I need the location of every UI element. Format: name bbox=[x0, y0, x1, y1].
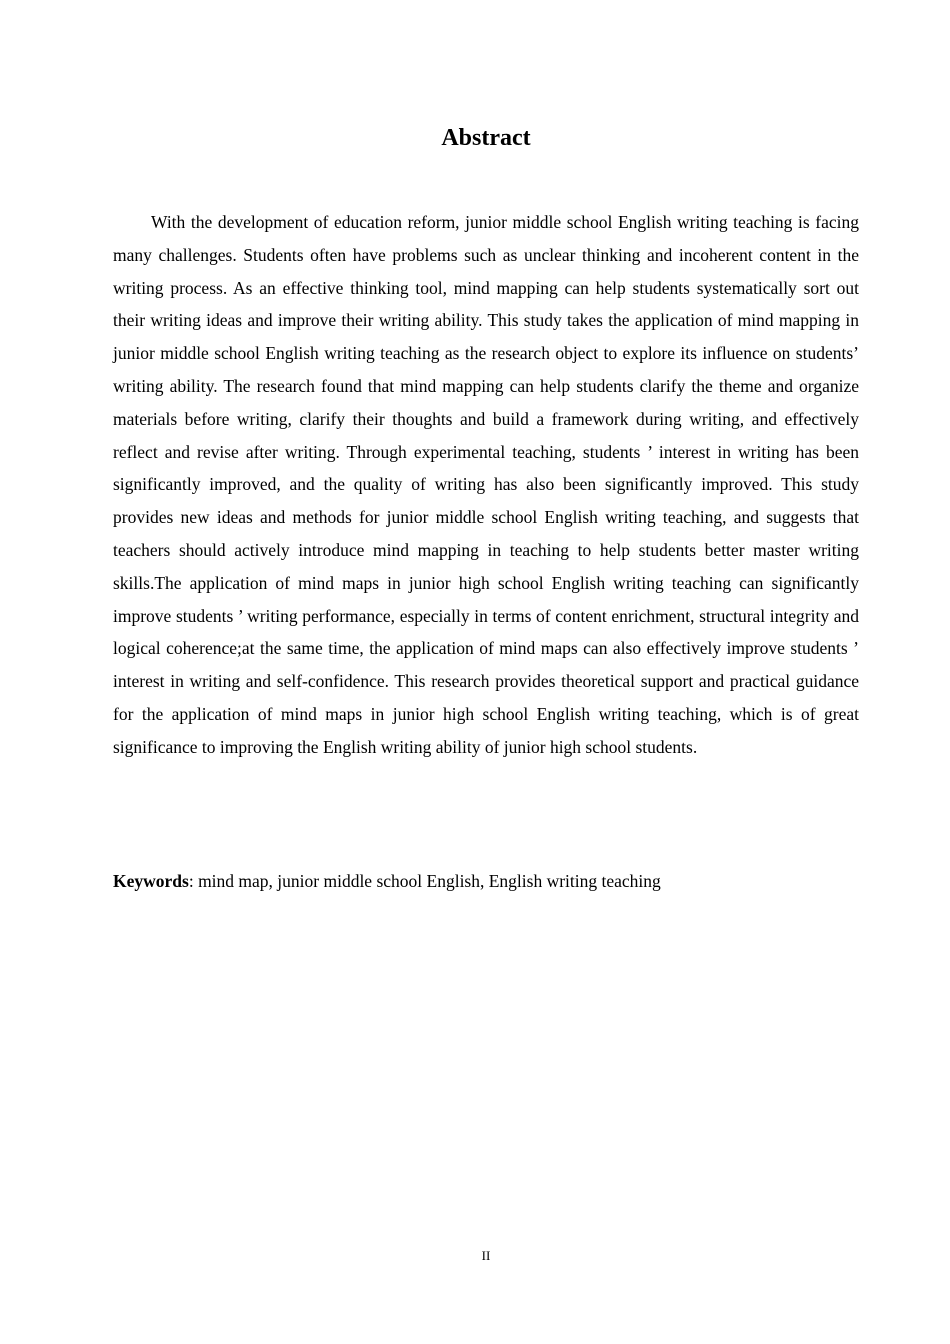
keywords-line bbox=[113, 866, 859, 896]
abstract-title: Abstract bbox=[441, 125, 531, 151]
abstract-paragraph: With the development of education reform, junior middle school English writing teaching is facing many challenges. Students often have problems such as unclear thinking and incoherent content in the writing process. As an effective thinking tool, mind mapping can help students systematically sort out their writing ideas and improve their writing ability. This study takes the application of mind mapping in junior middle school English writing teaching as the research object to explore its influence on students’ writing ability. The research found that mind mapping can help students clarify the theme and organize materials before writing, clarify their thoughts and build a framework during writing, and effectively reflect and revise after writing. Through experimental teaching, students ’ interest in writing has been significantly improved, and the quality of writing has also been significantly improved. This study provides new ideas and methods for junior middle school English writing teaching, and suggests that teachers should actively introduce mind mapping in teaching to help students better master writing skills.The application of mind maps in junior high school English writing teaching can significantly improve students ’ writing performance, especially in terms of content enrichment, structural integrity and logical coherence;at the same time, the application of mind maps can also effectively improve students ’ interest in writing and self-confidence. This research provides theoretical support and practical guidance for the application of mind maps in junior high school English writing teaching, which is of great significance to improving the English writing ability of junior high school students. bbox=[113, 212, 859, 757]
page-number: II bbox=[481, 1248, 491, 1263]
keywords-text: : mind map, junior middle school English, English writing teaching bbox=[188, 871, 661, 891]
keywords-label: Keywords bbox=[113, 871, 189, 891]
